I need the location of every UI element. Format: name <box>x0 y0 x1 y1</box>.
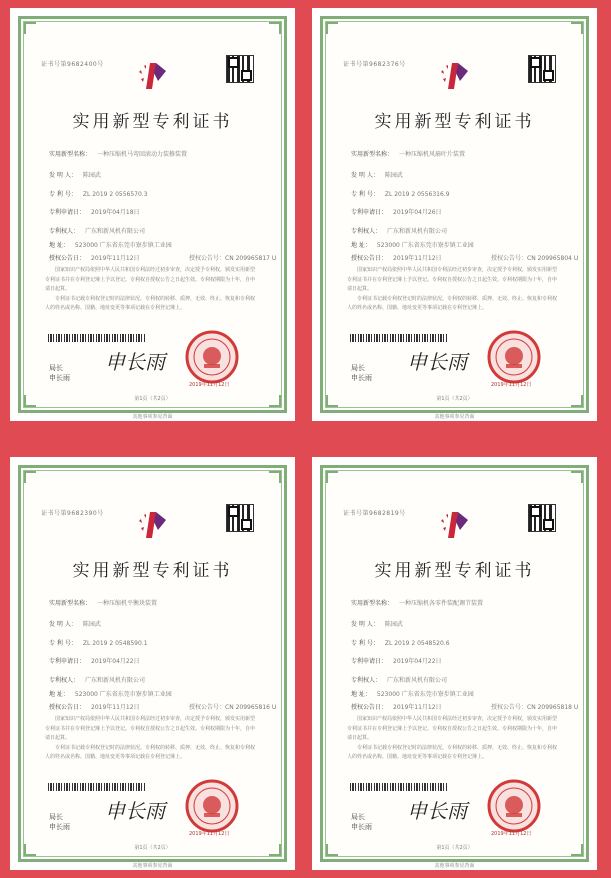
field-value: 广东和新风机有限公司 <box>387 228 448 235</box>
patent-office-emblem-icon <box>136 59 174 93</box>
field-value: 陈园武 <box>82 621 101 628</box>
certificate-card <box>312 457 597 870</box>
field-patentee <box>49 675 264 684</box>
signature-text: 申长雨 <box>407 350 467 374</box>
footer-note: 其他事项参见背面 <box>132 863 173 869</box>
field-label: 发 明 人： <box>351 621 379 628</box>
certificate-number: 证书号第9682819号 <box>343 510 406 517</box>
director-block <box>351 812 372 832</box>
field-label: 专利权人： <box>351 677 382 684</box>
director-signature-icon <box>405 347 473 375</box>
field-label: 实用新型名称： <box>49 600 92 607</box>
field-label: 地 址： <box>351 242 371 249</box>
field-label: 专 利 号： <box>351 640 379 647</box>
field-address <box>49 689 264 698</box>
frame-corner <box>269 471 281 483</box>
field-patentee <box>49 226 264 235</box>
field-filing-date <box>351 656 566 665</box>
field-value: 2019年11月12日 <box>393 255 442 262</box>
field-value: 2019年04月22日 <box>91 658 140 665</box>
patent-office-emblem-icon <box>438 508 476 542</box>
barcode-icon <box>350 783 448 791</box>
certificate-card <box>312 8 597 421</box>
field-announce-number <box>189 702 276 711</box>
certificate-body <box>347 266 560 314</box>
signature-text: 申长雨 <box>105 799 165 823</box>
body-paragraph: 专利证书记载专利权登记时的法律状况。专利权的转移、质押、无效、终止、恢复和专利权人的姓名或名称、国籍、地址变更等事项记载在专利登记簿上。 <box>347 295 558 311</box>
director-name: 申长雨 <box>49 823 70 831</box>
field-value: CN 209965816 U <box>225 704 277 711</box>
field-address <box>49 240 264 249</box>
director-block <box>49 363 70 383</box>
qr-code-icon <box>226 504 254 532</box>
field-patentee <box>351 675 566 684</box>
field-value: 陈园武 <box>384 621 403 628</box>
qr-code-icon <box>528 504 556 532</box>
field-label: 实用新型名称： <box>49 151 92 158</box>
certificate-number: 证书号第9682390号 <box>41 510 104 517</box>
seal-date: 2019年11月12日 <box>491 831 532 837</box>
field-grant-date <box>49 702 277 711</box>
field-label: 专 利 号： <box>49 191 77 198</box>
field-filing-date <box>49 207 264 216</box>
field-address <box>351 689 566 698</box>
field-utility-name <box>351 598 566 607</box>
field-value: 523000 广东省东莞市寮步镇工业园 <box>74 242 172 249</box>
signature-text: 申长雨 <box>407 799 467 823</box>
field-patent-number <box>351 189 566 198</box>
frame-corner <box>269 22 281 34</box>
field-value: 一种压缩机马弯回滚动力装修装置 <box>97 151 188 158</box>
certificate-frame <box>18 16 287 420</box>
field-label: 授权公告号： <box>491 255 528 262</box>
field-label: 授权公告日： <box>351 255 388 262</box>
frame-corner <box>24 22 36 34</box>
field-value: ZL 2019 2 0548590.1 <box>82 640 148 647</box>
field-label: 地 址： <box>49 242 69 249</box>
field-label: 授权公告号： <box>189 255 226 262</box>
frame-corner <box>326 22 338 34</box>
page-info: 第1页（共2页） <box>134 396 171 402</box>
field-inventor <box>351 619 566 628</box>
page-info: 第1页（共2页） <box>436 845 473 851</box>
certificate-number: 证书号第9682376号 <box>343 61 406 68</box>
certificate-frame <box>320 465 589 869</box>
certificate-body <box>45 266 258 314</box>
field-label: 授权公告日： <box>49 255 86 262</box>
field-label: 地 址： <box>351 691 371 698</box>
field-value: 523000 广东省东莞市寮步镇工业园 <box>376 242 474 249</box>
field-announce-number <box>189 253 276 262</box>
field-utility-name <box>49 598 264 607</box>
certificate-card <box>10 457 295 870</box>
field-patentee <box>351 226 566 235</box>
field-value: 2019年11月12日 <box>91 704 140 711</box>
field-value: CN 209965804 U <box>527 255 579 262</box>
certificate-card <box>10 8 295 421</box>
field-inventor <box>49 619 264 628</box>
certificate-body <box>45 715 258 763</box>
field-label: 实用新型名称： <box>351 151 394 158</box>
body-paragraph: 国家知识产权局依照中华人民共和国专利法经过初步审查，决定授予专利权，颁发实用新型专利证书并在专利登记簿上予以登记。专利权自授权公告之日起生效。专利权期限为十年，自申请日起算。 <box>45 716 256 741</box>
field-label: 专利申请日： <box>351 209 388 216</box>
field-value: 2019年04月22日 <box>393 658 442 665</box>
seal-date: 2019年11月12日 <box>189 831 230 837</box>
field-label: 授权公告号： <box>189 704 226 711</box>
field-value: 一种压缩机平衡块装置 <box>97 600 158 607</box>
field-label: 实用新型名称： <box>351 600 394 607</box>
page-info: 第1页（共2页） <box>134 845 171 851</box>
body-paragraph: 专利证书记载专利权登记时的法律状况。专利权的转移、质押、无效、终止、恢复和专利权人的姓名或名称、国籍、地址变更等事项记载在专利登记簿上。 <box>45 744 256 760</box>
body-paragraph: 专利证书记载专利权登记时的法律状况。专利权的转移、质押、无效、终止、恢复和专利权人的姓名或名称、国籍、地址变更等事项记载在专利登记簿上。 <box>347 744 558 760</box>
certificate-title: 实用新型专利证书 <box>72 561 233 581</box>
barcode-icon <box>48 334 146 342</box>
director-signature-icon <box>103 347 171 375</box>
field-grant-date <box>351 253 579 262</box>
seal-date: 2019年11月12日 <box>491 382 532 388</box>
field-patent-number <box>351 638 566 647</box>
certificate-number: 证书号第9682400号 <box>41 61 104 68</box>
director-title: 局长 <box>49 813 63 821</box>
director-name: 申长雨 <box>49 374 70 382</box>
field-label: 专利申请日： <box>351 658 388 665</box>
field-inventor <box>351 170 566 179</box>
official-seal-icon <box>486 329 542 385</box>
field-label: 发 明 人： <box>49 621 77 628</box>
body-paragraph: 国家知识产权局依照中华人民共和国专利法经过初步审查，决定授予专利权，颁发实用新型专利证书并在专利登记簿上予以登记。专利权自授权公告之日起生效。专利权期限为十年，自申请日起算。 <box>45 267 256 292</box>
field-grant-date <box>49 253 277 262</box>
footer-note: 其他事项参见背面 <box>132 414 173 420</box>
seal-date: 2019年11月12日 <box>189 382 230 388</box>
field-label: 授权公告日： <box>351 704 388 711</box>
official-seal-icon <box>486 778 542 834</box>
field-value: 广东和新风机有限公司 <box>85 677 146 684</box>
field-label: 专利申请日： <box>49 209 86 216</box>
field-grant-date <box>351 702 579 711</box>
field-address <box>351 240 566 249</box>
certificate-title: 实用新型专利证书 <box>374 112 535 132</box>
director-block <box>351 363 372 383</box>
director-signature-icon <box>405 796 473 824</box>
patent-office-emblem-icon <box>438 59 476 93</box>
certificate-body <box>347 715 560 763</box>
field-value: 广东和新风机有限公司 <box>387 677 448 684</box>
director-title: 局长 <box>351 813 365 821</box>
frame-corner <box>571 22 583 34</box>
footer-note: 其他事项参见背面 <box>434 414 475 420</box>
field-label: 专利权人： <box>49 677 80 684</box>
director-title: 局长 <box>351 364 365 372</box>
director-block <box>49 812 70 832</box>
field-label: 专利申请日： <box>49 658 86 665</box>
director-signature-icon <box>103 796 171 824</box>
field-value: ZL 2019 2 0548520.6 <box>384 640 450 647</box>
field-label: 发 明 人： <box>351 172 379 179</box>
director-name: 申长雨 <box>351 374 372 382</box>
field-value: 一种压缩机风扇叶片装置 <box>399 151 466 158</box>
body-paragraph: 国家知识产权局依照中华人民共和国专利法经过初步审查，决定授予专利权，颁发实用新型专利证书并在专利登记簿上予以登记。专利权自授权公告之日起生效。专利权期限为十年，自申请日起算。 <box>347 267 558 292</box>
field-filing-date <box>351 207 566 216</box>
field-utility-name <box>49 149 264 158</box>
field-value: 陈园武 <box>82 172 101 179</box>
barcode-icon <box>350 334 448 342</box>
director-name: 申长雨 <box>351 823 372 831</box>
qr-code-icon <box>226 55 254 83</box>
patent-office-emblem-icon <box>136 508 174 542</box>
field-filing-date <box>49 656 264 665</box>
page-info: 第1页（共2页） <box>436 396 473 402</box>
frame-corner <box>24 471 36 483</box>
field-inventor <box>49 170 264 179</box>
field-value: 523000 广东省东莞市寮步镇工业园 <box>74 691 172 698</box>
field-value: CN 209965818 U <box>527 704 579 711</box>
field-label: 授权公告日： <box>49 704 86 711</box>
official-seal-icon <box>184 329 240 385</box>
frame-corner <box>571 471 583 483</box>
field-value: 2019年11月12日 <box>91 255 140 262</box>
certificate-frame <box>18 465 287 869</box>
barcode-icon <box>48 783 146 791</box>
field-value: 广东和新风机有限公司 <box>85 228 146 235</box>
field-announce-number <box>491 702 578 711</box>
field-patent-number <box>49 189 264 198</box>
field-value: 2019年04月26日 <box>393 209 442 216</box>
field-value: 523000 广东省东莞市寮步镇工业园 <box>376 691 474 698</box>
field-patent-number <box>49 638 264 647</box>
field-label: 专利权人： <box>49 228 80 235</box>
field-label: 专 利 号： <box>351 191 379 198</box>
field-value: 2019年04月18日 <box>91 209 140 216</box>
field-label: 授权公告号： <box>491 704 528 711</box>
frame-corner <box>326 471 338 483</box>
certificate-title: 实用新型专利证书 <box>72 112 233 132</box>
field-value: CN 209965817 U <box>225 255 277 262</box>
field-utility-name <box>351 149 566 158</box>
body-paragraph: 国家知识产权局依照中华人民共和国专利法经过初步审查，决定授予专利权，颁发实用新型专利证书并在专利登记簿上予以登记。专利权自授权公告之日起生效。专利权期限为十年，自申请日起算。 <box>347 716 558 741</box>
field-label: 地 址： <box>49 691 69 698</box>
official-seal-icon <box>184 778 240 834</box>
footer-note: 其他事项参见背面 <box>434 863 475 869</box>
field-value: 2019年11月12日 <box>393 704 442 711</box>
field-label: 专 利 号： <box>49 640 77 647</box>
field-value: 陈园武 <box>384 172 403 179</box>
field-value: 一种压缩机各零件装配调节装置 <box>399 600 484 607</box>
certificate-title: 实用新型专利证书 <box>374 561 535 581</box>
field-label: 发 明 人： <box>49 172 77 179</box>
body-paragraph: 专利证书记载专利权登记时的法律状况。专利权的转移、质押、无效、终止、恢复和专利权人的姓名或名称、国籍、地址变更等事项记载在专利登记簿上。 <box>45 295 256 311</box>
field-label: 专利权人： <box>351 228 382 235</box>
director-title: 局长 <box>49 364 63 372</box>
field-value: ZL 2019 2 0556570.3 <box>82 191 148 198</box>
signature-text: 申长雨 <box>105 350 165 374</box>
field-announce-number <box>491 253 578 262</box>
field-value: ZL 2019 2 0556316.9 <box>384 191 450 198</box>
qr-code-icon <box>528 55 556 83</box>
certificate-frame <box>320 16 589 420</box>
